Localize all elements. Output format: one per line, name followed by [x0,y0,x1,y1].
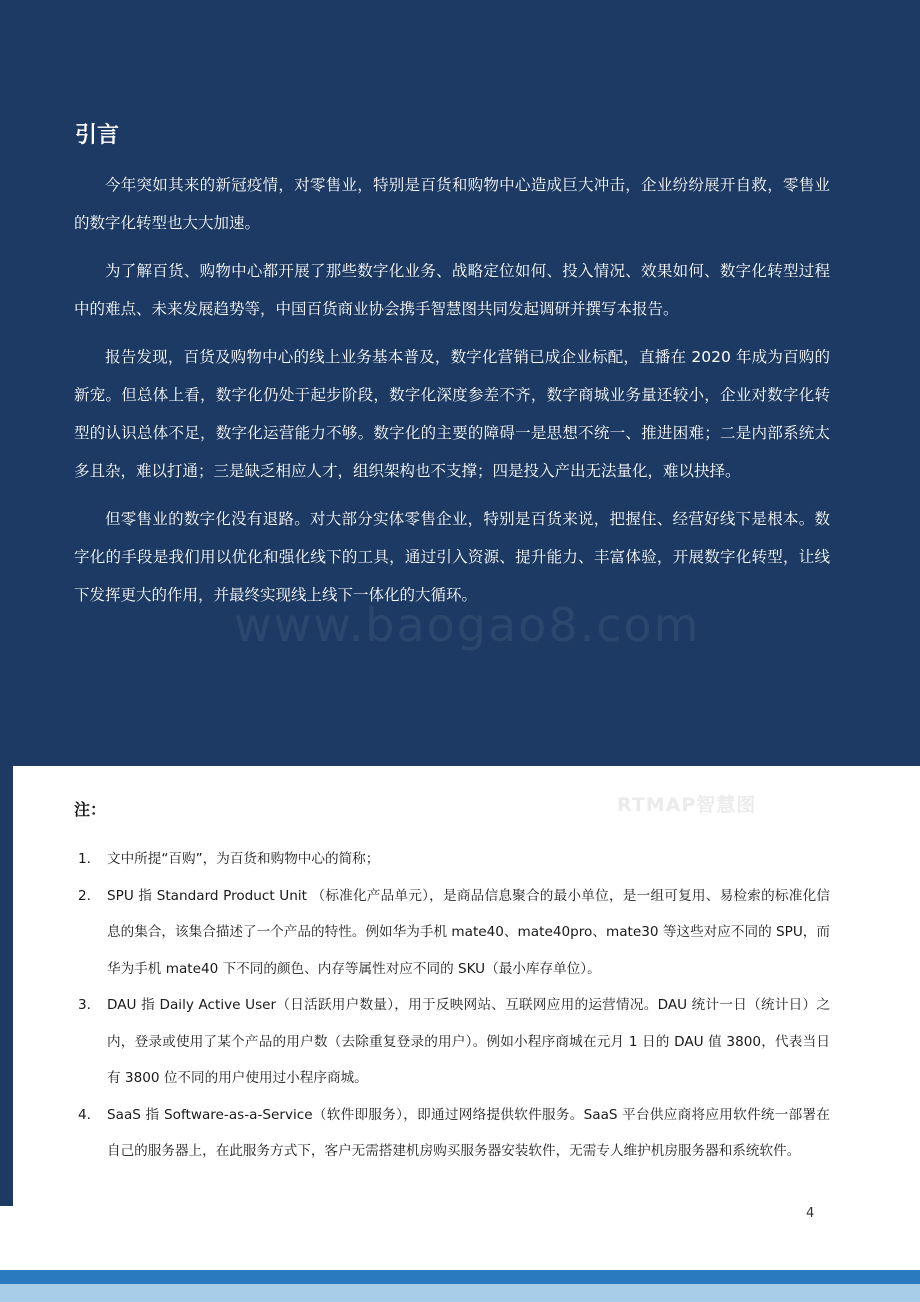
intro-body [74,166,830,624]
intro-paragraph: 但零售业的数字化没有退路。对大部分实体零售企业，特别是百货来说，把握住、经营好线下是根本。数字化的手段是我们用以优化和强化线下的工具，通过引入资源、提升能力、丰富体验，开展数字化转型，让线下发挥更大的作用，并最终实现线上线下一体化的大循环。 [74,510,830,604]
note-number: 1. [78,851,91,867]
note-text: SaaS 指 Software-as-a-Service（软件即服务），即通过网络提供软件服务。SaaS 平台供应商将应用软件统一部署在自己的服务器上，在此服务方式下，客户无需搭建机房购买服务器安装软件，无需专人维护机房服务器和系统软件。 [107,1106,830,1159]
note-item [74,878,830,988]
note-number: 2. [78,887,91,904]
note-number: 3. [78,997,91,1013]
notes-title: 注： [74,800,107,819]
note-text: DAU 指 Daily Active User（日活跃用户数量），用于反映网站、互联网应用的运营情况。DAU 统计一日（统计日）之内，登录或使用了某个产品的用户数（去除重复登录的用户）。例如小程序商城在元月 1 日的 DAU 值 3800，代表当日有 3800 位不同的用户使用过小程序商城。 [107,997,830,1086]
note-item [74,987,830,1097]
notes-section [74,797,830,1170]
footer-bar-light [0,1284,920,1302]
watermark-logo: RTMAP智慧图 [617,794,757,816]
footer-bar-dark [0,1270,920,1284]
note-text: 文中所提“百购”，为百货和购物中心的简称； [107,851,380,867]
note-number: 4. [78,1106,91,1123]
page-number: 4 [806,1206,815,1221]
note-text: SPU 指 Standard Product Unit （标准化产品单元），是商品信息聚合的最小单位，是一组可复用、易检索的标准化信息的集合，该集合描述了一个产品的特性。例如华为手机 mate40、mate40pro、mate30 等这些对应不同的 SPU，而华为手机 mate40 下不同的颜色、内存等属性对应不同的 SKU（最小库存单位）。 [107,887,830,977]
note-item [74,841,830,878]
note-item [74,1097,830,1170]
intro-paragraph: 今年突如其来的新冠疫情，对零售业，特别是百货和购物中心造成巨大冲击，企业纷纷展开自救，零售业的数字化转型也大大加速。 [74,176,830,232]
left-accent-band [0,766,13,1206]
intro-heading: 引言 [75,123,120,148]
intro-paragraph: 报告发现，百货及购物中心的线上业务基本普及，数字化营销已成企业标配，直播在 2020 年成为百购的新宠。但总体上看，数字化仍处于起步阶段，数字化深度参差不齐，数字商城业务量还较小，企业对数字化转型的认识总体不足，数字化运营能力不够。数字化的主要的障碍一是思想不统一、推进困难；二是内部系统太多且杂，难以打通；三是缺乏相应人才，组织架构也不支撑；四是投入产出无法量化，难以抉择。 [74,348,830,480]
intro-paragraph: 为了解百货、购物中心都开展了那些数字化业务、战略定位如何、投入情况、效果如何、数字化转型过程中的难点、未来发展趋势等，中国百货商业协会携手智慧图共同发起调研并撰写本报告。 [74,262,830,318]
notes-list [74,841,830,1170]
